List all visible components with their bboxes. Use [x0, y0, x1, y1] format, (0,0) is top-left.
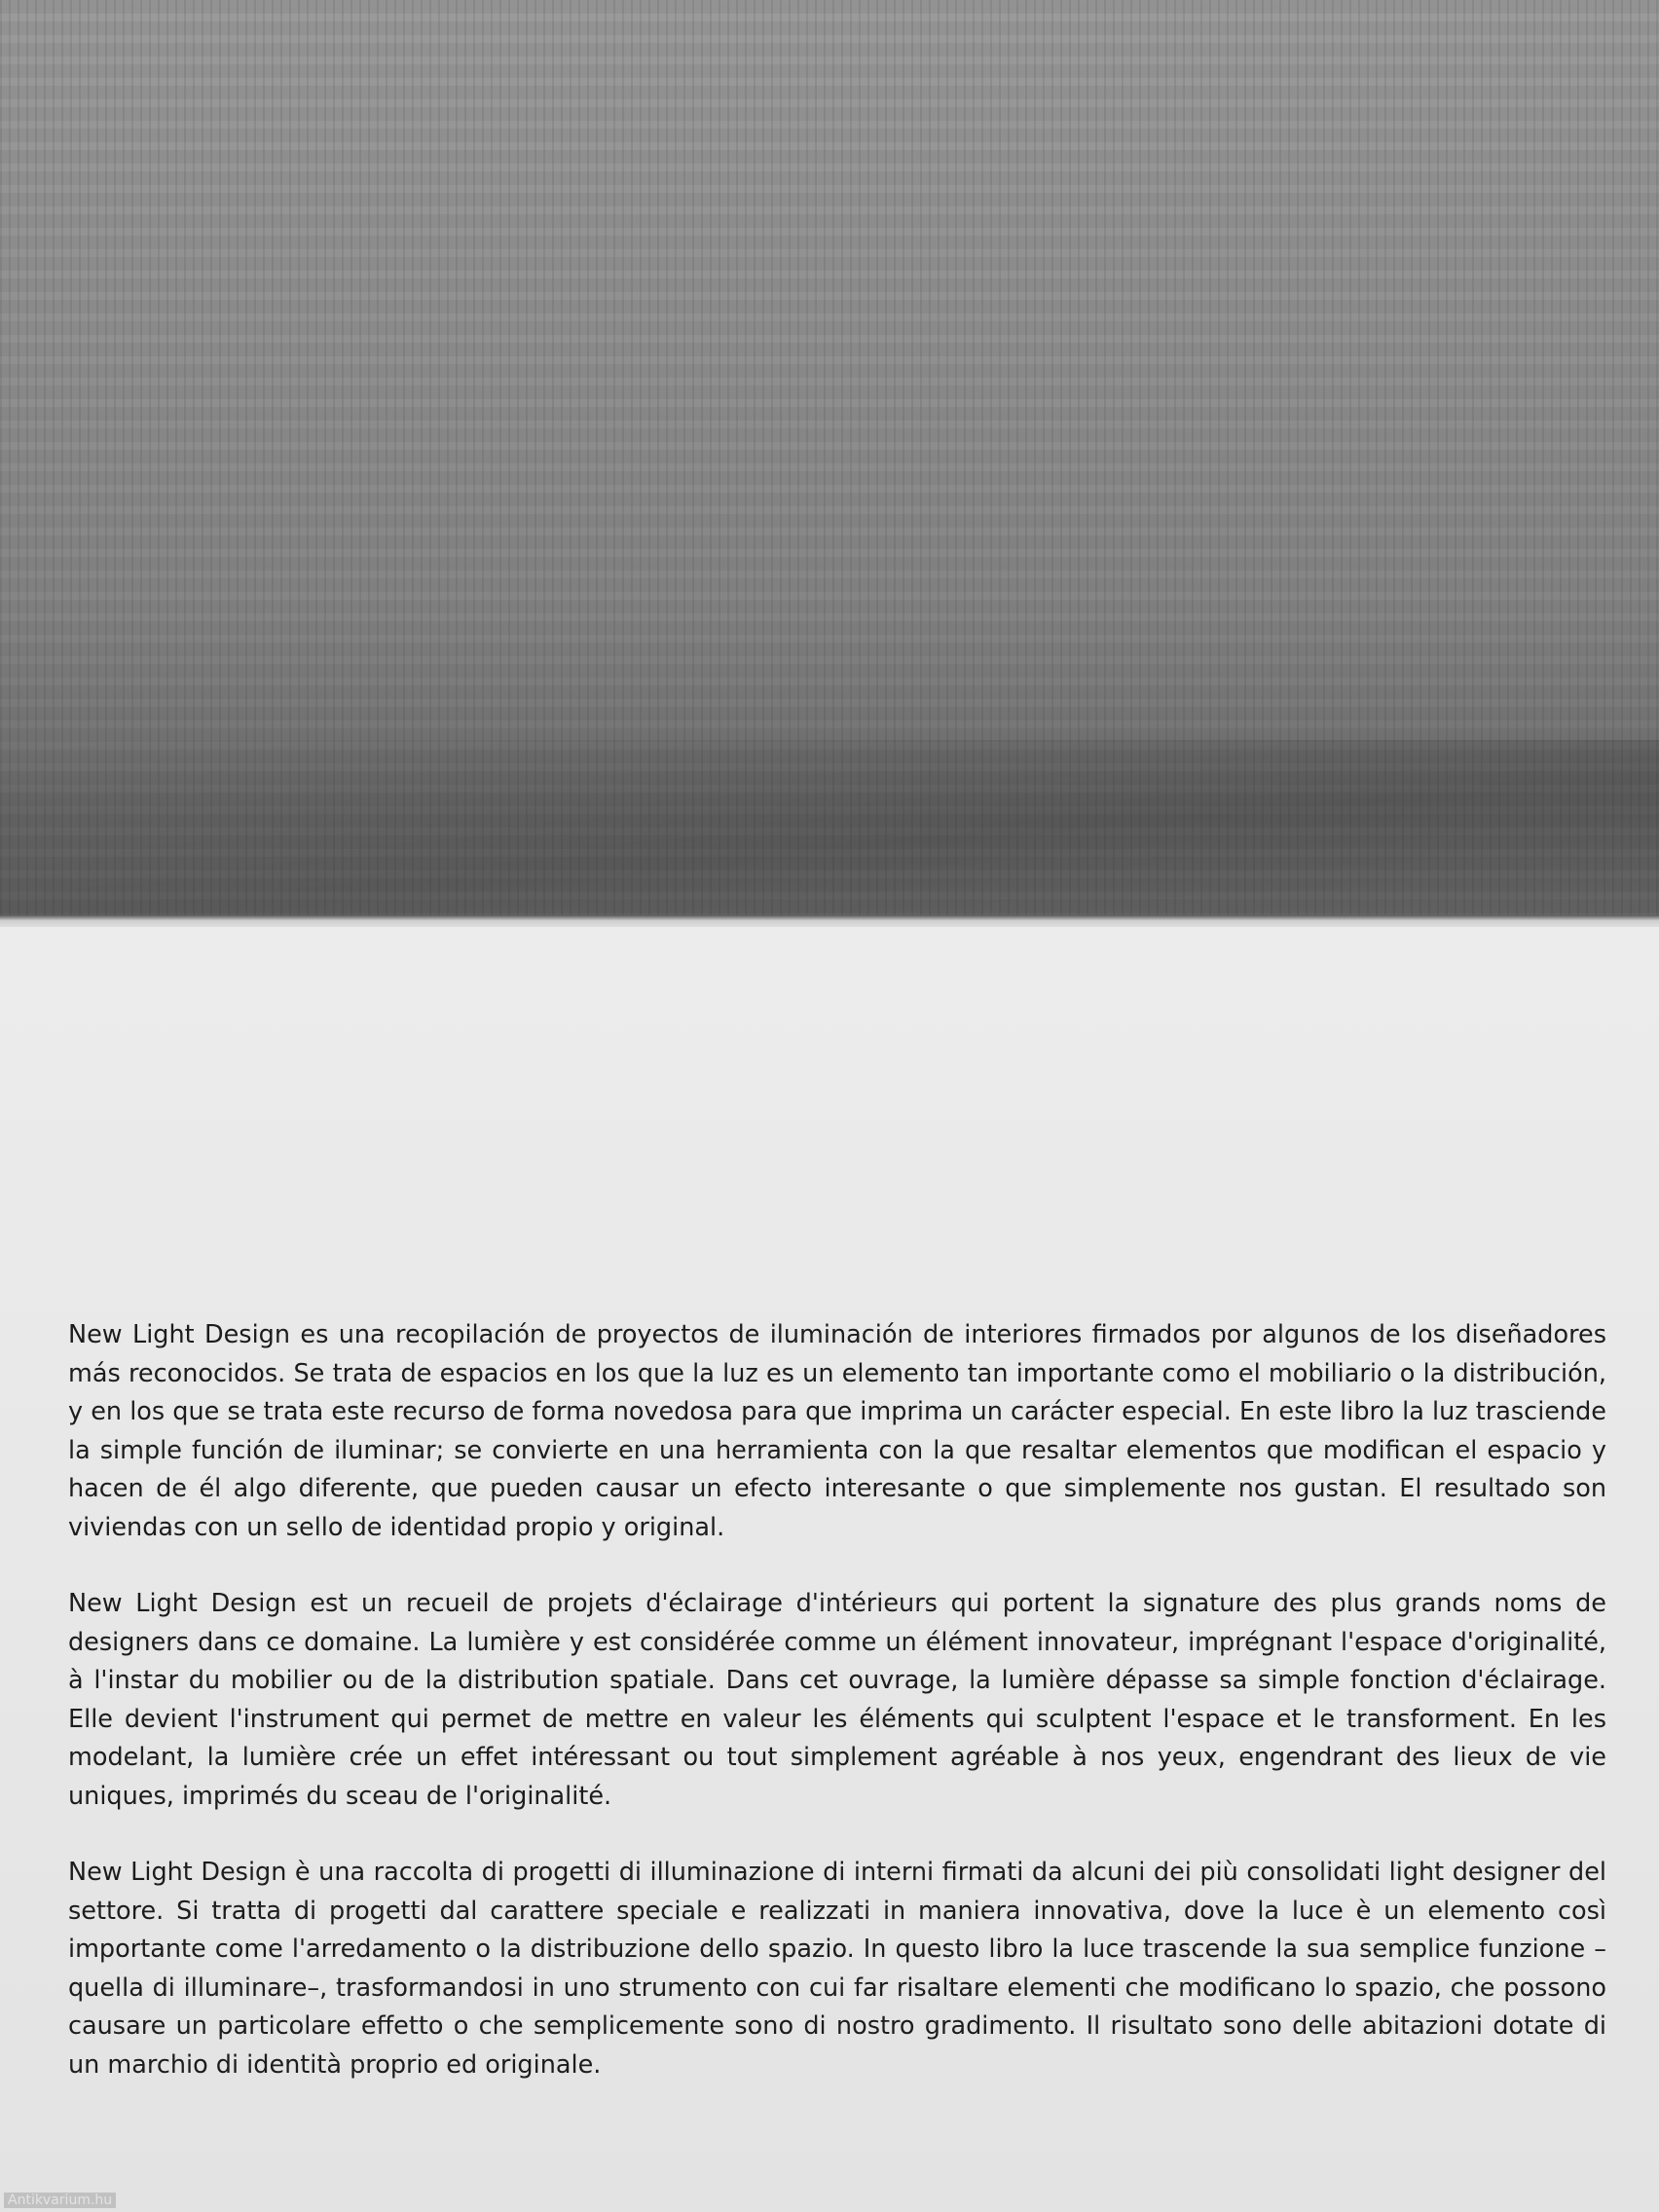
page-text: [68, 1316, 1606, 2122]
paragraph-spanish: New Light Design es una recopilación de proyectos de iluminación de interiores firmados por algunos de los diseñadores más reconocidos. Se trata de espacios en los que la luz es un elemento tan importante como el mobiliario o la distribución, y en los que se trata este recurso de forma novedosa para que imprima un carácter especial. En este libro la luz trasciende la simple función de iluminar; se convierte en una herramienta con la que resaltar elementos que modifican el espacio y hacen de él algo diferente, que pueden causar un efecto interesante o que simplemente nos gustan. El resultado son viviendas con un sello de identidad propio y original.: [68, 1320, 1606, 1542]
paragraph-french: New Light Design est un recueil de projets d'éclairage d'intérieurs qui portent la signature des plus grands noms de designers dans ce domaine. La lumière y est considérée comme un élément innovateur, imprégnant l'espace d'originalité, à l'instar du mobilier ou de la distribution spatiale. Dans cet ouvrage, la lumière dépasse sa simple fonction d'éclairage. Elle devient l'instrument qui permet de mettre en valeur les éléments qui sculptent l'espace et le transforment. En les modelant, la lumière crée un effet intéressant ou tout simplement agréable à nos yeux, engendrant des lieux de vie uniques, imprimés du sceau de l'originalité.: [68, 1589, 1606, 1811]
table-shadow: [0, 740, 1659, 923]
paragraph-italian: New Light Design è una raccolta di progetti di illuminazione di interni firmati da alcuni dei più consolidati light designer del settore. Si tratta di progetti dal carattere speciale e realizzati in maniera innovativa, dove la luce è un elemento così importante come l'arredamento o la distribuzione dello spazio. In questo libro la luce trascende la sua semplice funzione –quella di illuminare–, trasformandosi in uno strumento con cui far risaltare elementi che modificano lo spazio, che possono causare un particolare effetto o che semplicemente sono di nostro gradimento. Il risultato sono delle abitazioni dotate di un marchio di identità proprio ed originale.: [68, 1858, 1606, 2080]
watermark-label: Antikvarium.hu: [4, 2193, 116, 2208]
